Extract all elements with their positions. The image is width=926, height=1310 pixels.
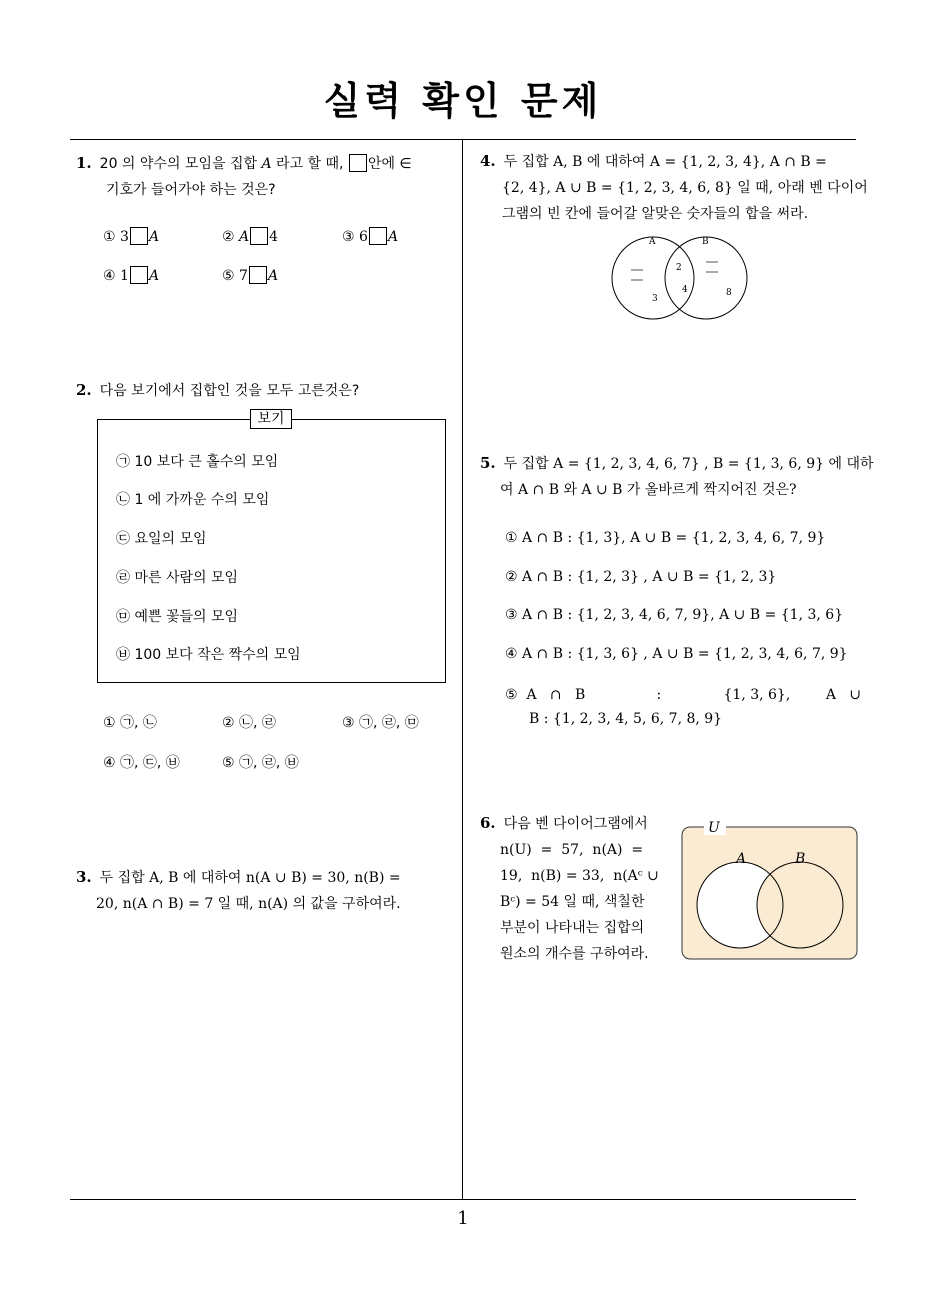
q5-option-5-line-1: ⑤ A ∩ B : {1, 3, 6}, A ∪ (505, 687, 862, 703)
question-6 (480, 810, 670, 967)
question-6-line-1 (480, 810, 670, 837)
venn-diagram-q4 (600, 230, 760, 325)
q2-option-5[interactable]: ⑤ ㉠, ㉣, ㉥ (222, 755, 299, 771)
question-4 (480, 148, 868, 227)
question-1-text-b: 라고 할 때, (271, 156, 348, 172)
question-number: 5. (480, 454, 496, 472)
venn-circle-a (612, 237, 694, 319)
venn-inter-top: 2 (676, 263, 682, 273)
option-right: A (148, 268, 160, 284)
question-1-line-2: 기호가 들어가야 하는 것은? (106, 182, 276, 198)
question-6-line: 19, n(B) = 33, n(Aᶜ ∪ (500, 868, 659, 884)
question-5-text-a: 두 집합 A = {1, 2, 3, 4, 6, 7} , B = {1, 3, 6, 9} 에 대하 (503, 456, 874, 472)
option-mark: ③ (342, 229, 355, 245)
blank-box (130, 266, 148, 284)
q1-option-4[interactable] (103, 266, 159, 286)
q1-option-1[interactable] (103, 227, 159, 247)
question-6-line: n(U) = 57, n(A) = (500, 842, 644, 858)
question-3-line-1 (76, 864, 460, 891)
question-4-text-a: 두 집합 A, B 에 대하여 A = {1, 2, 3, 4}, A ∩ B = (503, 154, 827, 170)
page-title: 실력 확인 문제 (323, 79, 603, 123)
blank-box (349, 154, 367, 172)
question-4-line-3: 그램의 빈 칸에 들어갈 알맞은 숫자들의 합을 써라. (502, 206, 809, 222)
question-4-line-2 (480, 175, 868, 201)
q5-option-2[interactable]: ② A ∩ B : {1, 2, 3} , A ∪ B = {1, 2, 3} (505, 569, 777, 585)
question-number: 6. (480, 814, 496, 832)
bogi-item: ㉤ 예쁜 꽃들의 모임 (116, 609, 239, 625)
option-right: A (387, 229, 399, 245)
question-1-line-1 (76, 150, 456, 177)
q5-option-5[interactable] (505, 683, 861, 731)
venn-diagram-q6 (678, 815, 860, 963)
q5-option-1[interactable]: ① A ∩ B : {1, 3}, A ∪ B = {1, 2, 3, 4, 6, 7, 9} (505, 530, 826, 546)
option-left: 6 (359, 229, 368, 245)
question-1 (76, 150, 456, 203)
question-4-text-b: {2, 4}, A ∪ B = {1, 2, 3, 4, 6, 8} 일 때, 아래 벤 다이어 (502, 180, 868, 196)
question-number: 3. (76, 868, 92, 886)
column-divider (462, 139, 463, 1200)
question-4-line-1 (480, 148, 860, 175)
question-2 (76, 377, 359, 404)
question-6-line: 원소의 개수를 구하여라. (500, 946, 649, 962)
q1-option-2[interactable] (222, 227, 278, 247)
bogi-item: ㉥ 100 보다 작은 짝수의 모임 (116, 647, 301, 663)
question-3-text-a: 두 집합 A, B 에 대하여 n(A ∪ B) = 30, n(B) = (99, 870, 401, 886)
question-2-text: 다음 보기에서 집합인 것을 모두 고른것은? (99, 383, 360, 399)
q5-option-5-line-2: B : {1, 2, 3, 4, 5, 6, 7, 8, 9} (529, 711, 723, 727)
venn-inter-bottom: 4 (682, 285, 688, 295)
option-left: A (239, 229, 250, 245)
question-number: 1. (76, 154, 92, 172)
universal-label: U (708, 820, 720, 836)
q2-option-4[interactable]: ④ ㉠, ㉢, ㉥ (103, 755, 180, 771)
q2-option-3[interactable]: ③ ㉠, ㉣, ㉤ (342, 715, 419, 731)
option-mark: ① (103, 229, 116, 245)
venn-b-only: 8 (726, 288, 732, 298)
q5-option-4[interactable]: ④ A ∩ B : {1, 3, 6} , A ∪ B = {1, 2, 3, 4, 6, 7, 9} (505, 646, 848, 662)
blank-box (369, 227, 387, 245)
question-5-line-1 (480, 450, 874, 477)
question-3-text-b: 20, n(A ∩ B) = 7 일 때, n(A) 의 값을 구하여라. (96, 896, 401, 912)
option-right: A (148, 229, 160, 245)
bogi-label: 보기 (250, 409, 292, 429)
option-mark: ④ (103, 268, 116, 284)
q2-option-2[interactable]: ② ㉡, ㉣ (222, 715, 276, 731)
venn-a-only: 3 (652, 294, 658, 304)
question-5-text-b: 여 A ∩ B 와 A ∪ B 가 올바르게 짝지어진 것은? (500, 482, 797, 498)
question-6-text: 다음 벤 다이어그램에서 (503, 816, 648, 832)
question-number: 2. (76, 381, 92, 399)
set-a-variable: A (261, 156, 272, 172)
option-left: 1 (120, 268, 129, 284)
question-3-line-2 (76, 891, 460, 917)
bogi-item: ㉠ 10 보다 큰 홀수의 모임 (116, 454, 279, 470)
venn-label-b: B (702, 237, 709, 247)
blank-box (130, 227, 148, 245)
venn-label-a: A (649, 237, 656, 247)
bogi-item: ㉢ 요일의 모임 (116, 531, 207, 547)
venn-label-a: A (736, 851, 747, 867)
question-5 (480, 450, 874, 503)
venn-circle-b (665, 237, 747, 319)
question-number: 4. (480, 152, 496, 170)
blank-box (249, 266, 267, 284)
question-5-line-2 (480, 477, 860, 503)
option-right: 4 (269, 229, 279, 245)
q2-option-1[interactable]: ① ㉠, ㉡ (103, 715, 157, 731)
venn-label-b: B (795, 851, 806, 867)
question-1-text-a: 20 의 약수의 모임을 집합 (99, 156, 262, 172)
question-1-text-c: 안에 ∈ (367, 156, 412, 172)
q1-option-5[interactable] (222, 266, 278, 286)
bogi-item: ㉡ 1 에 가까운 수의 모임 (116, 492, 270, 508)
option-left: 3 (120, 229, 129, 245)
top-rule (70, 139, 856, 140)
question-6-line: 부분이 나타내는 집합의 (500, 920, 645, 936)
option-mark: ② (222, 229, 235, 245)
bogi-item: ㉣ 마른 사람의 모임 (116, 570, 239, 586)
question-6-line: Bᶜ) = 54 일 때, 색칠한 (500, 894, 645, 910)
option-left: 7 (239, 268, 248, 284)
blank-box (250, 227, 268, 245)
option-mark: ⑤ (222, 268, 235, 284)
q5-option-3[interactable]: ③ A ∩ B : {1, 2, 3, 4, 6, 7, 9}, A ∪ B = {1, 3, 6} (505, 607, 844, 623)
q1-option-3[interactable] (342, 227, 398, 247)
bottom-rule (70, 1199, 856, 1200)
option-right: A (267, 268, 279, 284)
question-3 (76, 864, 460, 917)
page-number: 1 (457, 1208, 469, 1229)
